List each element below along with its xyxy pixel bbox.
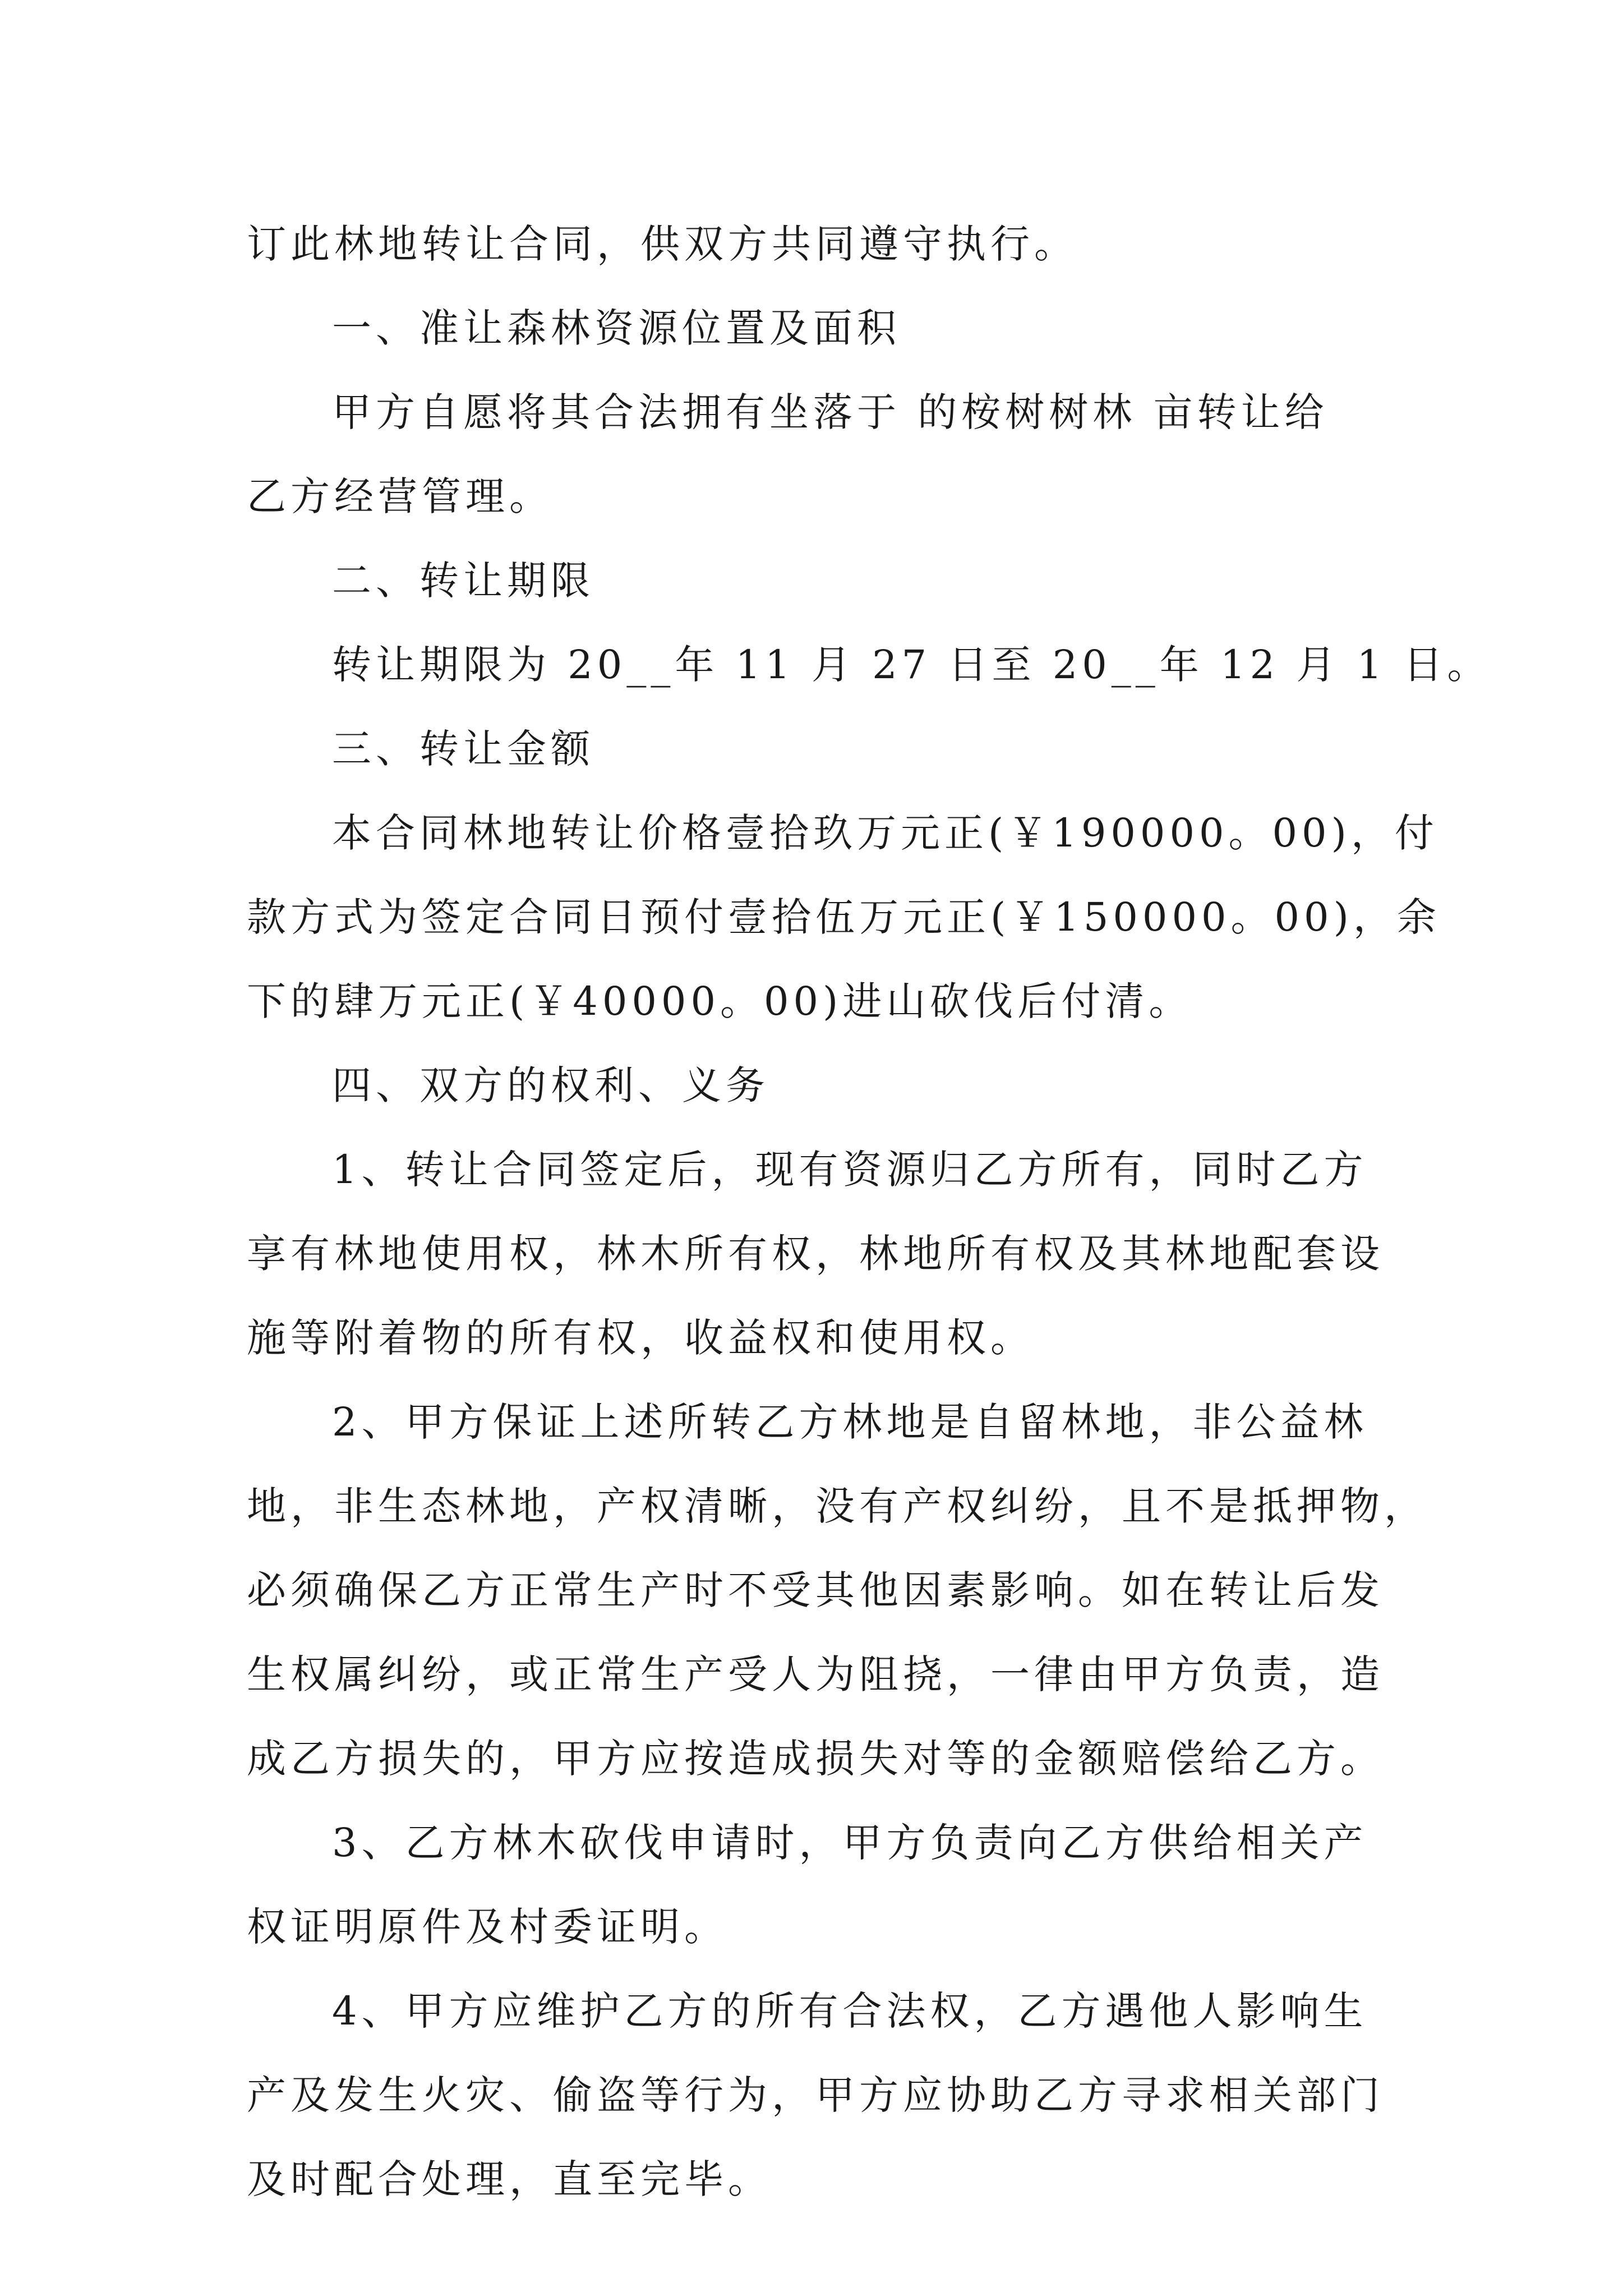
text-line: 3、乙方林木砍伐申请时，甲方负责向乙方供给相关产 [332, 1820, 1368, 1866]
text-line: 必须确保乙方正常生产时不受其他因素影响。如在转让后发 [247, 1567, 1384, 1613]
text-line: 4、甲方应维护乙方的所有合法权，乙方遇他人影响生 [332, 1988, 1368, 2034]
text-line: 权证明原件及村委证明。 [247, 1904, 728, 1950]
text-line: 乙方经营管理。 [247, 473, 553, 519]
text-line: 及时配合处理，直至完毕。 [247, 2156, 772, 2202]
text-line: 下的肆万元正(￥40000。00)进山砍伐后付清。 [247, 978, 1193, 1024]
text-line: 享有林地使用权，林木所有权，林地所有权及其林地配套设 [247, 1231, 1384, 1277]
text-line: 2、甲方保证上述所转乙方林地是自留林地，非公益林 [332, 1399, 1368, 1445]
text-line: 订此林地转让合同，供双方共同遵守执行。 [247, 221, 1078, 267]
text-line: 本合同林地转让价格壹拾玖万元正(￥190000。00)，付 [332, 810, 1438, 856]
text-line: 生权属纠纷，或正常生产受人为阻挠，一律由甲方负责，造 [247, 1651, 1384, 1697]
text-line: 四、双方的权利、义务 [332, 1062, 769, 1108]
contract-body-text [247, 202, 1491, 2221]
text-line: 1、转让合同签定后，现有资源归乙方所有，同时乙方 [332, 1147, 1368, 1193]
text-line: 施等附着物的所有权，收益权和使用权。 [247, 1315, 1034, 1361]
text-line: 三、转让金额 [332, 726, 594, 772]
text-line: 款方式为签定合同日预付壹拾伍万元正(￥150000。00)，余 [247, 894, 1441, 940]
text-line: 一、准让森林资源位置及面积 [332, 305, 901, 351]
text-line: 地，非生态林地，产权清晰，没有产权纠纷，且不是抵押物， [247, 1483, 1428, 1529]
text-line: 二、转让期限 [332, 558, 594, 604]
text-line: 转让期限为 20__年 11 月 27 日至 20__年 12 月 1 日。 [332, 642, 1491, 688]
text-line: 成乙方损失的，甲方应按造成损失对等的金额赔偿给乙方。 [247, 1736, 1384, 1782]
text-line: 甲方自愿将其合法拥有坐落于 的桉树树林 亩转让给 [332, 389, 1329, 435]
text-line: 产及发生火灾、偷盗等行为，甲方应协助乙方寻求相关部门 [247, 2072, 1384, 2118]
